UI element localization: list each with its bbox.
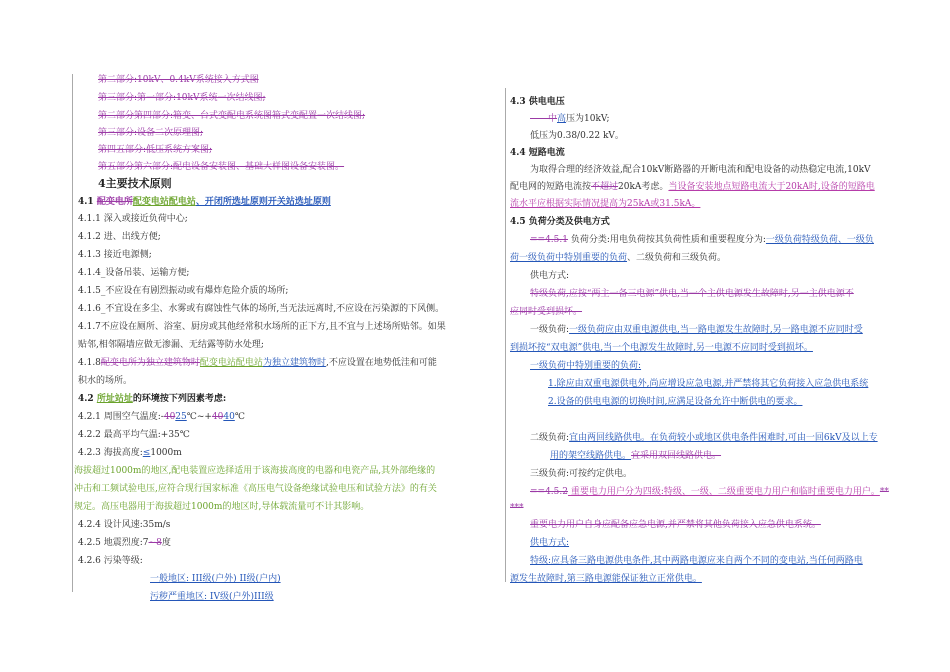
heading-4-4: 4.4 短路电流 bbox=[510, 148, 565, 158]
third-load: 三级负荷:可按约定供电。 bbox=[530, 469, 633, 479]
item: 4.1.2 进、出线方便; bbox=[78, 232, 161, 242]
pollution-general: 一般地区: III级(户外) II级(户内) bbox=[150, 574, 281, 584]
toc-item: 第四五部分:低压系统方案图; bbox=[98, 145, 213, 155]
item: 4.1.5_不应设在有剧烈振动或有爆炸危险介质的场所; bbox=[78, 286, 289, 296]
first-load: 到损坏按“双电源”供电,当一个电源发生故障时,另一电源不应同时受到损坏。 bbox=[510, 343, 813, 353]
toc-item: 第三部分:设备二次原理图; bbox=[98, 128, 204, 138]
item: 4.1.7不应设在厕所、浴室、厨房或其他经常积水场所的正下方,且不宜与上述场所贴邻。如果 bbox=[78, 322, 446, 332]
second-load: 二级负荷:宜由两回线路供电。在负荷较小或地区供电条件困难时,可由一回6kV及以上专 bbox=[530, 433, 878, 443]
toc-item: 第三部分:第一部分:10kV系统一次结线图; bbox=[98, 93, 266, 103]
supply-mode: 供电方式: bbox=[530, 271, 570, 281]
env-pollution: 4.2.6 污染等级: bbox=[78, 556, 143, 566]
item: 贴邻,相邻隔墙应做无渗漏、无结露等防水处理; bbox=[78, 340, 264, 350]
inserted-text: 配变电站配电站 bbox=[132, 197, 196, 207]
important-user: ==4.5.2 重要电力用户分为四级:特级、一级、二级重要电力用户和临时重要电力用户。** bbox=[530, 487, 889, 497]
toc-item: 第二部分:10kV、0.4kV系统接入方式图 bbox=[98, 75, 259, 85]
load-class: 荷一级负荷中特别重要的负荷、二级负荷和三级负荷。 bbox=[510, 253, 727, 263]
env-max-temp: 4.2.2 最高平均气温:+35℃ bbox=[78, 430, 190, 440]
right-revision-bar bbox=[505, 88, 506, 582]
special-load: 特级负荷,应按“两主一备三电源”供电,当一个主供电源发生故障时,另一主供电源不 bbox=[530, 289, 854, 299]
env-wind: 4.2.4 设计风速:35m/s bbox=[78, 520, 171, 530]
first-load: 一级负荷:一级负荷应由双重电源供电,当一路电源发生故障时,另一路电源不应同时受 bbox=[530, 325, 863, 335]
first-special: 一级负荷中特别重要的负荷: bbox=[530, 361, 642, 371]
item-4-1-8-cont: 积水的场所。 bbox=[78, 376, 133, 386]
special-supply: 源发生故障时,第三路电源能保证独立正常供电。 bbox=[510, 574, 702, 584]
lv-line: 低压为0.38/0.22 kV。 bbox=[530, 131, 624, 141]
toc-item: 第二部分第四部分:箱变、台式变配电系统图箱式变配置一次结线图; bbox=[98, 111, 366, 121]
stars: *** bbox=[510, 503, 524, 513]
supply-mode-2: 供电方式: bbox=[530, 538, 570, 548]
item: 4.1.4_设备吊装、运输方便; bbox=[78, 268, 190, 278]
sc-para: 为取得合理的经济效益,配合10kV断路器的开断电流和配电设备的动热稳定电流,10kV bbox=[530, 165, 871, 175]
section-title: 4主要技术原则 bbox=[98, 177, 172, 190]
pollution-severe: 污秽严重地区: IV级(户外)III级 bbox=[150, 592, 274, 602]
item-4-1-8: 4.1.8配变电所为独立建筑物时配变电站配电站为独立建筑物时,不应设置在地势低洼和可能 bbox=[78, 358, 437, 368]
load-class: ==4.5.1 负荷分类:用电负荷按其负荷性质和重要程度分为:一级负荷特级负荷、一级负 bbox=[530, 235, 874, 245]
left-revision-bar bbox=[72, 74, 73, 592]
toc-item: 第五部分第六部分:配电设备安装图、基础大样图设备安装图。 bbox=[98, 162, 345, 172]
second-load: 用的架空线路供电。宜采用双回线路供电。 bbox=[550, 451, 722, 461]
first-special-2: 2.设备的供电电源的切换时间,应满足设备允许中断供电的要求。 bbox=[548, 397, 803, 407]
special-load: 应同时受到损坏。 bbox=[510, 307, 583, 317]
heading-4-5: 4.5 负荷分类及供电方式 bbox=[510, 217, 610, 227]
sc-para: 配电网的短路电流按不超过20kA考虑。当设备安装地点短路电流大于20kA时,设备的短路电 bbox=[510, 182, 875, 192]
heading-4-3: 4.3 供电电压 bbox=[510, 97, 565, 107]
heading-number: 4.1 bbox=[78, 197, 94, 207]
deleted-text: 配变电所 bbox=[96, 197, 133, 207]
inserted-text: 、开闭所选址原则开关站选址原则 bbox=[195, 197, 331, 207]
first-special-1: 1.除应由双重电源供电外,尚应增设应急电源,并严禁将其它负荷接入应急供电系统 bbox=[548, 379, 869, 389]
hv-line: ——中高压为10kV; bbox=[530, 114, 610, 124]
item: 4.1.6_不宜设在多尘、水雾或有腐蚀性气体的场所,当无法远离时,不应设在污染源的下风侧。 bbox=[78, 304, 445, 314]
env-temperature: 4.2.1 周围空气温度:-4025℃~+4040℃ bbox=[78, 412, 245, 422]
heading-4-2: 4.2 所址站址的环境按下列因素考虑: bbox=[78, 394, 227, 404]
emergency-source: 重要电力用户自身应配备应急电源,并严禁将其他负荷接入应急供电系统。 bbox=[530, 520, 821, 530]
heading-4-1 bbox=[78, 196, 331, 208]
altitude-note: 海拔超过1000m的地区,配电装置应选择适用于该海拔高度的电器和电瓷产品,其外部绝缘的 bbox=[74, 466, 436, 476]
special-supply: 特级:应具备三路电源供电条件,其中两路电源应来自两个不同的变电站,当任何两路电 bbox=[530, 556, 863, 566]
env-earthquake: 4.2.5 地震烈度:7~8度 bbox=[78, 538, 171, 548]
sc-para: 流水平应根据实际情况提高为25kA或31.5kA。 bbox=[510, 199, 701, 209]
env-altitude: 4.2.3 海拔高度:≤1000m bbox=[78, 448, 182, 458]
item: 4.1.3 接近电源侧; bbox=[78, 250, 152, 260]
altitude-note: 冲击和工频试验电压,应符合现行国家标准《高压电气设备绝缘试验电压和试验方法》的有关 bbox=[74, 484, 437, 494]
item: 4.1.1 深入或接近负荷中心; bbox=[78, 214, 188, 224]
altitude-note: 规定。高压电器用于海拔超过1000m的地区时,导体载流量可不计其影响。 bbox=[74, 502, 370, 512]
